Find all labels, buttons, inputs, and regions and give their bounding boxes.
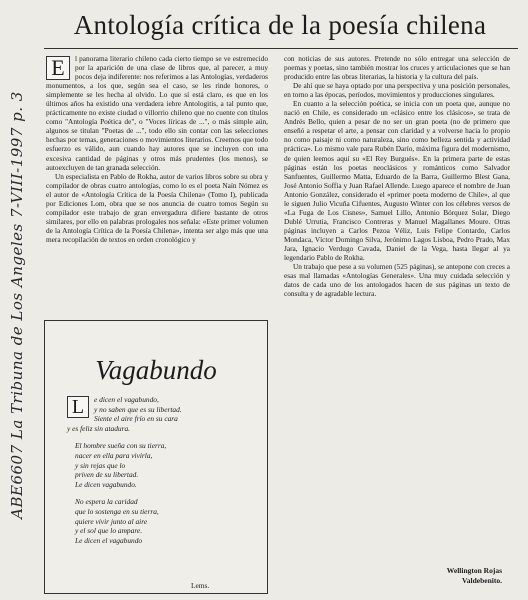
poem-line: Le dicen el vagabundo [75, 535, 143, 545]
margin-annotation-text: ABE6607 La Tribuna de Los Angeles 7-VIII-1997 p. 3 [8, 91, 26, 519]
poem-stanza [75, 441, 263, 489]
poem-line: El hombre sueña con su tierra, [75, 441, 167, 451]
poem-line: Siente el aire frío en su cara [94, 414, 178, 424]
poem-title: Vagabundo [95, 355, 217, 385]
poem-line: e dicen el vagabundo, [94, 395, 159, 404]
article-signature [372, 566, 502, 585]
poem-line: nacer en ella para vivirla, [75, 450, 153, 460]
article-dropcap: E [46, 56, 70, 80]
article-column-right [284, 54, 510, 559]
poem-stanza [67, 395, 263, 433]
poem-stanza [75, 497, 263, 545]
poem-line: Le dicen vagabundo. [75, 479, 137, 489]
poem-line: y sin rejas que lo [75, 460, 126, 470]
poem-line: quiere vivir junto al aire [75, 516, 148, 526]
poem-line: priven de su libertad. [75, 470, 139, 480]
poem-dropcap: L [67, 396, 89, 418]
title-rule [44, 48, 518, 49]
article-paragraph: Un especialista en Pablo de Rokha, autor de varios libros sobre su obra y compilador de obras cuatro antologías, como lo es el poeta Naín Nómez es el autor de «Antología Crítica de la Poesía Chilena» (Tomo I), publicada por Ediciones Lom, obra que se nos anuncia de cuatro tomos Según su compilador este trabajo de gran envergadura difiere bastante de otros similares, por ello en palabras prologales nos señala: «Este primer volumen de la Antología Crítica de la Poesía Chilena», intenta ser algo más que una mera recopilación de textos en orden cronológico y [46, 171, 268, 244]
signature-surname: Valdebenito. [462, 575, 502, 585]
poem-author: Lems. [191, 581, 210, 590]
article-paragraph: De ahí que se haya optado por una perspectiva y una posición personales, en torno a las épocas, períodos, movimientos y producciones singulares. [284, 81, 510, 100]
article-paragraph: En cuanto a la selección poética, se inicia con un poeta que, aunque no nació en Chile, es considerado un «clásico entre los clásicos», se trata de Andrés Bello, quien a pesar de no ser un gran poeta (no de primero que enseñó a respetar el arte, a pensar con claridad y a volverse hacia lo propio no como paisaje ni como naturaleza, sino como belleza sentida y actividad práctica». Lo mismo vale para Rubén Darío, máxima figura del modernismo, de quien leemos aquí su «El Rey Burgués». En la primera parte de estas páginas están los poetas neoclásicos y románticos como Salvador Sanfuentes, Guillermo Matta, Eduardo de la Barra, Guillermo Blest Gana, José Antonio Soffia y Juan Rafael Allende. Luego aparece el nombre de Juan Antonio González, considerado el «primer poeta moderno de Chile», al que le siguen Julio Vicuña Cifuentes, Augusto Winter con los célebres versos de «La Fuga de Los Cisnes», Samuel Lillo, Antonio Bórquez Solar, Diego Dublé Urrutia, Francisco Contreras y Manuel Magallanes Moure. Otras páginas incluyen a Carlos Pezoa Véliz, Luis Felipe Contardo, Carlos Mondaca, Víctor Domingo Silva, Jerónimo Lagos Lisboa, Pedro Prado, Max Jara, Ignacio Verdugo Cavada, Daniel de la Vega, hasta llegar al ya legendario Pablo de Rokha. [284, 99, 510, 263]
article-paragraph: l panorama literario chileno cada cierto tiempo se ve estremecido por la aparición de una clase de libros que, al parecer, a muy pocos deja indiferente: nos referimos a las Antologías, verdaderos monumentos, a los que, según sea el caso, se les rinde honores, o simplemente se les hecha al olvido. Lo que sí está claro, es que en los últimos años ha existido una verdadera iebre Antologitis, a tal punto que, prácticamente no existe ciudad o villorrio chileno que no cuente con títulos como "Antología Poética de", o "Voces líricas de ...", o más simple aún, algunos se titulan "Poetas de ...", todo ello sin contar con las selecciones hechas por temas, generaciones o movimientos literarios. Creemos que todo esfuerzo es válido, aun cuando hay autores que se incluyen con una excesiva cantidad de páginas y otros más prudentes (los menos), se autoexcluyen de tan granada selección. [46, 54, 268, 172]
article-paragraph: con noticias de sus autores. Pretende no sólo entregar una selección de poemas y poetas, sino también mostrar los cruces y articulaciones que se han producido entre las obras literarias, la historia y la cultura del país. [284, 54, 510, 82]
signature-name: Wellington Rojas [446, 566, 502, 575]
article-paragraph: Un trabajo que pese a su volumen (525 páginas), se antepone con creces a esas mal llamadas «Antologías Generales». Una muy cuidada selección y datos de cada uno de los antologados hacen de sus páginas un texto de consulta y de agradable lectura. [284, 262, 510, 299]
poem-line: y no saben que es su libertad. [94, 404, 182, 414]
poem-body [67, 395, 263, 553]
poem-line: que lo sostenga en su tierra, [75, 506, 159, 516]
poem-line: y el sol que lo ampare. [75, 526, 143, 536]
article-title: Antología crítica de la poesía chilena [73, 10, 487, 40]
poem-line: No espera la caridad [75, 497, 138, 507]
margin-annotation [4, 20, 30, 590]
article-column-left [46, 54, 268, 316]
poem-line: y es feliz sin atadura. [67, 423, 131, 433]
poem-box [44, 320, 268, 594]
